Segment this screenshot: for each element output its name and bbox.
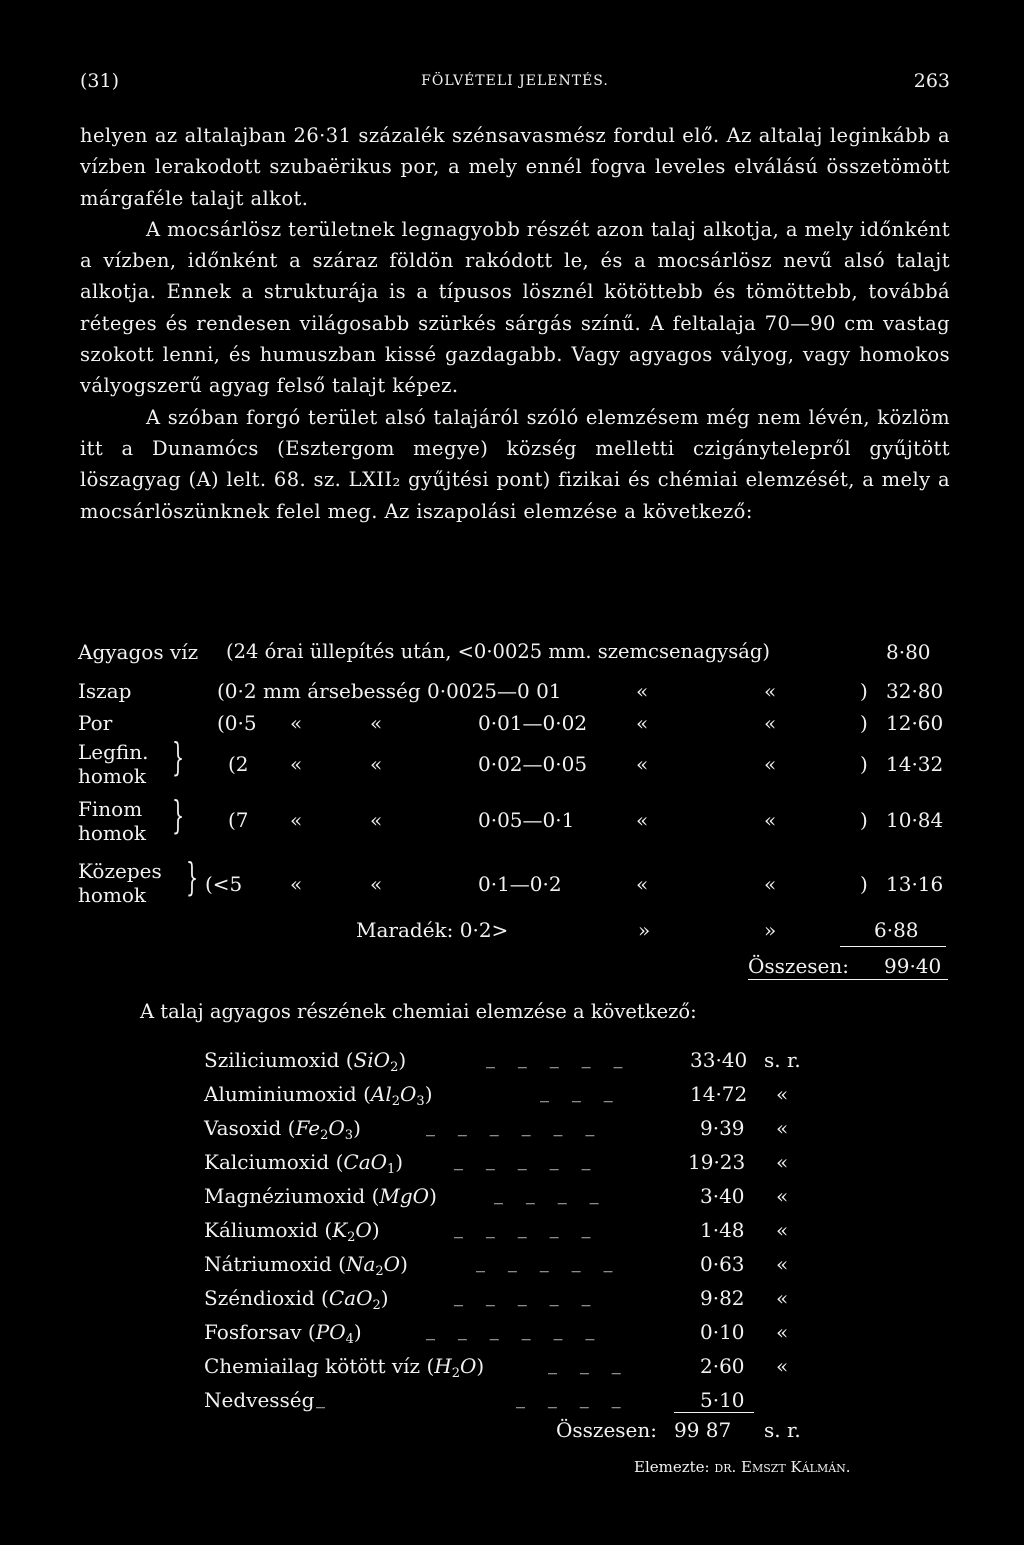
- row-name: Por: [78, 711, 113, 735]
- chem-value: 5·10: [700, 1388, 745, 1412]
- chem-unit: «: [776, 1218, 789, 1242]
- row-value: 13·16: [886, 872, 944, 896]
- row-range: 0·05—0·1: [478, 808, 575, 832]
- close-paren: ): [860, 711, 868, 735]
- ditto-mark: »: [638, 918, 651, 942]
- ditto-mark: «: [636, 872, 649, 896]
- leader-dashes: _ _ _ _ _: [454, 1286, 591, 1307]
- row-spec: (0·5: [217, 711, 257, 735]
- page-number: 263: [913, 70, 950, 92]
- remainder-value: 6·88: [874, 918, 919, 942]
- row-value: 12·60: [886, 711, 944, 735]
- chem-name: Széndioxid (CaO$_2$): [204, 1286, 389, 1313]
- row-value: 10·84: [886, 808, 944, 832]
- row-name-cont: homok: [78, 764, 147, 788]
- sum-rule: [674, 1412, 754, 1413]
- ditto-mark: «: [290, 752, 303, 776]
- row-name: Iszap: [78, 679, 132, 703]
- leader-dashes: _: [316, 1388, 325, 1409]
- remainder-label: Maradék: 0·2>: [356, 918, 509, 942]
- close-paren: ): [860, 808, 868, 832]
- chem-name: Magnéziumoxid (MgO): [204, 1184, 437, 1208]
- chem-unit: «: [776, 1354, 789, 1378]
- row-spec: (7: [228, 808, 249, 832]
- chem-name: Kalciumoxid (CaO$_1$): [204, 1150, 404, 1177]
- chem-value: 19·23: [688, 1150, 746, 1174]
- leader-dashes: _ _ _ _ _: [454, 1218, 591, 1239]
- chem-unit: «: [776, 1082, 789, 1106]
- ditto-mark: «: [636, 808, 649, 832]
- chem-name: Sziliciumoxid (SiO$_2$): [204, 1048, 407, 1075]
- ditto-mark: «: [290, 711, 303, 735]
- leader-dashes: _ _ _ _ _: [454, 1150, 591, 1171]
- chem-unit: «: [776, 1286, 789, 1310]
- leader-dashes: _ _ _ _ _ _: [426, 1320, 595, 1341]
- chem-value: 2·60: [700, 1354, 745, 1378]
- chem-value: 14·72: [690, 1082, 748, 1106]
- row-name: Finom: [78, 797, 143, 821]
- row-value: 32·80: [886, 679, 944, 703]
- chem-name: Nedvesség: [204, 1388, 315, 1412]
- paragraph-1: helyen az altalajban 26·31 százalék szénsavasmész fordul elő. Az altalaj leginkább a vízben lerakodott szubaërikus por, a mely ennél fogva leveles elválású összetömött márgaféle talajt alkot.: [80, 124, 950, 210]
- ditto-mark: «: [764, 808, 777, 832]
- chem-name: Káliumoxid $(K_2O)$: [204, 1218, 380, 1245]
- chem-value: 1·48: [700, 1218, 745, 1242]
- chem-value: 0·10: [700, 1320, 745, 1344]
- chem-value: 9·82: [700, 1286, 745, 1310]
- chem-total-unit: s. r.: [764, 1418, 801, 1442]
- chem-name: Chemiailag kötött víz $(H_2O)$: [204, 1354, 485, 1381]
- ditto-mark: «: [764, 752, 777, 776]
- row-name-cont: homok: [78, 821, 147, 845]
- close-paren: ): [860, 872, 868, 896]
- total-label: Összesen:: [748, 954, 850, 978]
- analyst-name: dr. Emszt Kálmán.: [714, 1458, 851, 1476]
- leader-dashes: _ _ _ _ _: [476, 1252, 613, 1273]
- row-name: Agyagos víz: [78, 640, 199, 664]
- ditto-mark: «: [370, 872, 383, 896]
- row-value: 14·32: [886, 752, 944, 776]
- ditto-mark: «: [290, 872, 303, 896]
- row-spec: (0·2 mm ársebesség 0·0025—0 01: [217, 679, 562, 703]
- chem-name: Nátriumoxid $(Na_2O)$: [204, 1252, 408, 1279]
- ditto-mark: «: [764, 872, 777, 896]
- body-text: [80, 120, 950, 527]
- brace: }: [186, 855, 199, 899]
- leader-dashes: _ _ _ _: [494, 1184, 599, 1205]
- row-name: Legfin.: [78, 740, 149, 764]
- row-spec: (2: [228, 752, 249, 776]
- chem-unit: «: [776, 1320, 789, 1344]
- chem-value: 33·40: [690, 1048, 748, 1072]
- brace: }: [172, 735, 185, 779]
- analyst-prefix: Elemezte:: [634, 1458, 710, 1476]
- leader-dashes: _ _ _: [540, 1082, 613, 1103]
- chem-unit: «: [776, 1150, 789, 1174]
- chem-unit: «: [776, 1184, 789, 1208]
- row-value: 8·80: [886, 640, 931, 664]
- ditto-mark: «: [764, 679, 777, 703]
- leader-dashes: _ _ _: [548, 1354, 621, 1375]
- chem-heading: A talaj agyagos részének chemiai elemzése a következő:: [140, 1000, 697, 1023]
- ditto-mark: «: [636, 679, 649, 703]
- row-range: 0·02—0·05: [478, 752, 588, 776]
- section-number: (31): [80, 70, 120, 92]
- ditto-mark: «: [636, 752, 649, 776]
- total-value: 99·40: [884, 954, 942, 978]
- ditto-mark: «: [370, 711, 383, 735]
- chem-unit: «: [776, 1252, 789, 1276]
- paragraph-3: A szóban forgó terület alsó talajáról szóló elemzésem még nem lévén, közlöm itt a Dunamócs (Esztergom megye) község melletti czigánytelepről gyűjtött löszagyag (A) lelt. 68. sz. LXII₂ gyűjtési pont) fizikai és chémiai elemzését, a mely a mocsárlöszünknek felel meg. Az iszapolási elemzése a következő:: [80, 405, 950, 523]
- chem-name: Fosforsav $(PO_4)$: [204, 1320, 362, 1347]
- chem-total-label: Összesen:: [556, 1418, 658, 1442]
- close-paren: ): [860, 752, 868, 776]
- row-name: Közepes: [78, 859, 162, 883]
- chem-total-value: 99 87: [674, 1418, 732, 1442]
- row-spec: (<5: [205, 872, 243, 896]
- row-range: 0·01—0·02: [478, 711, 588, 735]
- ditto-mark: »: [764, 918, 777, 942]
- chem-unit: «: [776, 1116, 789, 1140]
- analyst-credit: [634, 1458, 851, 1476]
- chem-value: 3·40: [700, 1184, 745, 1208]
- ditto-mark: «: [764, 711, 777, 735]
- paragraph-2: A mocsárlösz területnek legnagyobb részét azon talaj alkotja, a mely időnként a vízben, időnként a száraz földön rakódott le, és a mocsárlösz nevű alsó talajt alkotja. Ennek a strukturája is a típusos lösznél kötöttebb és tömöttebb, továbbá réteges és rendesen világosabb szürkés sárgás színű. A feltalaja 70—90 cm vastag szokott lenni, és humuszban kissé gazdagabb. Vagy agyagos vályog, vagy homokos vályogszerű agyag felső talajt képez.: [80, 217, 950, 398]
- ditto-mark: «: [636, 711, 649, 735]
- leader-dashes: _ _ _ _ _ _: [426, 1116, 595, 1137]
- row-spec: (24 órai üllepítés után, <0·0025 mm. szemcsenagyság): [226, 640, 770, 663]
- chem-value: 9·39: [700, 1116, 745, 1140]
- row-range: 0·1—0·2: [478, 872, 562, 896]
- leader-dashes: _ _ _ _: [516, 1388, 621, 1409]
- chem-name: Aluminiumoxid $(Al_2O_3)$: [204, 1082, 433, 1109]
- sum-rule: [840, 946, 946, 947]
- running-header: [80, 70, 950, 94]
- ditto-mark: «: [290, 808, 303, 832]
- chem-name: Vasoxid $(Fe_2O_3)$: [204, 1116, 361, 1143]
- brace: }: [172, 793, 185, 837]
- ditto-mark: «: [370, 808, 383, 832]
- leader-dashes: _ _ _ _ _: [486, 1048, 623, 1069]
- chem-value: 0·63: [700, 1252, 745, 1276]
- running-title: FÖLVÉTELI JELENTÉS.: [421, 73, 609, 89]
- chem-unit: s. r.: [764, 1048, 801, 1072]
- close-paren: ): [860, 679, 868, 703]
- ditto-mark: «: [370, 752, 383, 776]
- row-name-cont: homok: [78, 883, 147, 907]
- total-rule: [748, 979, 948, 980]
